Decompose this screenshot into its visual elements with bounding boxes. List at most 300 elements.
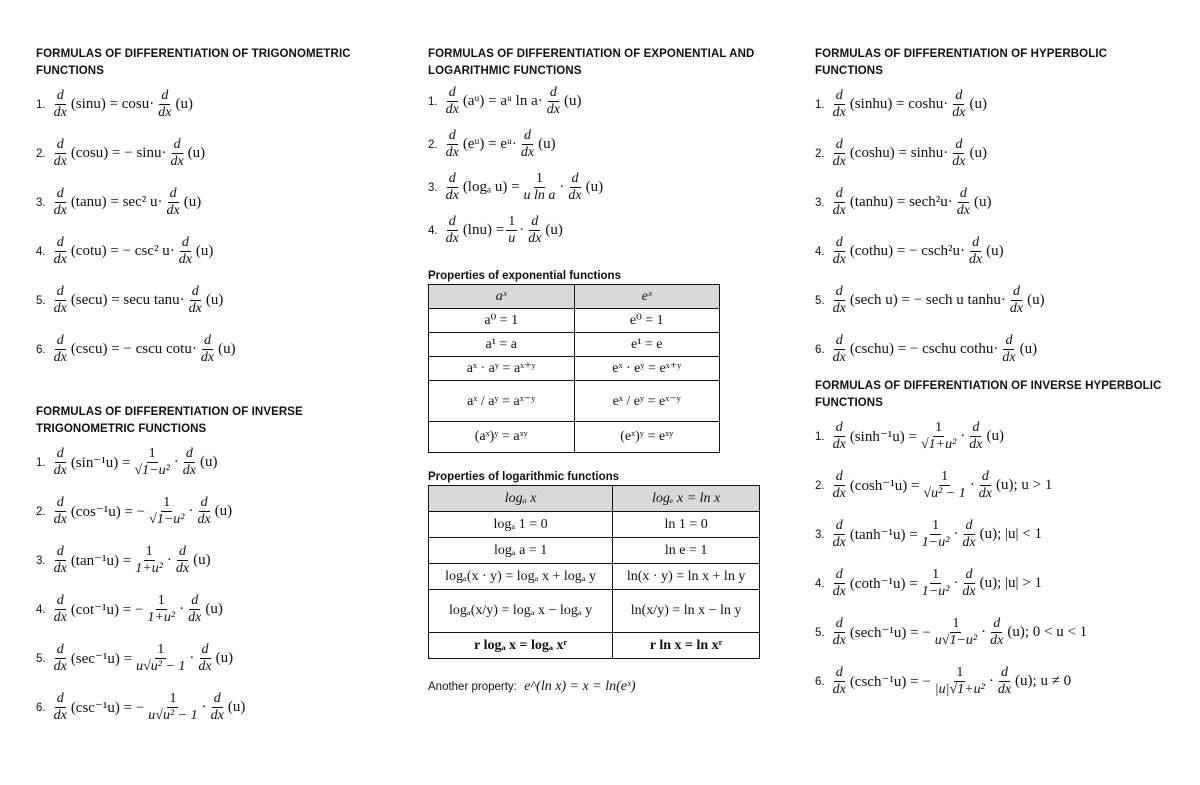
formula-number: 5. bbox=[815, 294, 825, 307]
fraction-numerator: 1 bbox=[932, 567, 940, 582]
formula-rhs: (u) bbox=[969, 145, 987, 161]
derivative-operator bbox=[967, 235, 984, 268]
derivative-operator bbox=[164, 186, 181, 219]
derivative-operator bbox=[52, 137, 69, 170]
fraction-numerator: 1 bbox=[508, 214, 516, 229]
formula-number: 1. bbox=[815, 98, 825, 111]
derivative-operator bbox=[168, 137, 185, 170]
derivative-d: d bbox=[56, 544, 64, 559]
derivative-dx: dx bbox=[200, 350, 215, 365]
derivative-d: d bbox=[531, 214, 539, 229]
exp-props-cell: aˣ · aʸ = aˣ⁺ʸ bbox=[429, 357, 575, 381]
formula-lhs: (cscu) = − cscu cotu· bbox=[70, 341, 197, 357]
derivative-operator bbox=[52, 88, 69, 121]
exp-props-cell: e¹ = e bbox=[574, 333, 720, 357]
derivative-dx: dx bbox=[182, 463, 196, 478]
coefficient-fraction bbox=[133, 544, 165, 577]
inverse-hyperbolic-formula-list bbox=[815, 412, 1175, 706]
formula-rhs: (u) bbox=[215, 650, 234, 666]
derivative-operator bbox=[545, 85, 562, 118]
formula-lhs: (cot⁻¹u) = − bbox=[70, 602, 144, 618]
formula-number: 4. bbox=[815, 577, 825, 590]
derivative-d: d bbox=[191, 284, 199, 299]
exp-props-title: Properties of exponential functions bbox=[428, 270, 621, 282]
derivative-operator bbox=[156, 88, 173, 121]
log-props-cell: logₐ 1 = 0 bbox=[429, 512, 613, 538]
fraction-numerator: 1 bbox=[956, 665, 964, 680]
derivative-dx: dx bbox=[568, 188, 582, 203]
derivative-operator bbox=[52, 691, 69, 724]
derivative-dx: dx bbox=[445, 145, 459, 160]
coefficient-fraction bbox=[920, 518, 952, 551]
derivative-dx: dx bbox=[53, 561, 67, 576]
derivative-dx: dx bbox=[997, 682, 1012, 697]
derivative-dx: dx bbox=[188, 610, 202, 625]
derivative-dx: dx bbox=[832, 633, 846, 648]
formula-rhs: (u); u ≠ 0 bbox=[1015, 673, 1072, 689]
heading-hyperbolic: FORMULAS OF DIFFERENTIATION OF HYPERBOLIC FUNCTIONS bbox=[815, 48, 1108, 77]
formula-row bbox=[36, 276, 386, 325]
formula-row bbox=[815, 178, 1175, 227]
derivative-operator bbox=[831, 186, 848, 219]
formula-number: 2. bbox=[36, 505, 46, 518]
derivative-operator bbox=[831, 235, 848, 268]
formula-lhs: (coth⁻¹u) = bbox=[849, 576, 918, 592]
derivative-operator bbox=[1000, 333, 1017, 366]
derivative-dx: dx bbox=[832, 301, 846, 316]
exp-props-cell: a¹ = a bbox=[429, 333, 575, 357]
column-exp-log bbox=[428, 46, 778, 695]
formula-lhs: (cschu) = − cschu cothu· bbox=[849, 341, 999, 357]
fraction-numerator: 1 bbox=[148, 446, 156, 461]
derivative-operator bbox=[566, 171, 583, 204]
derivative-d: d bbox=[169, 186, 177, 201]
derivative-d: d bbox=[835, 333, 843, 348]
log-props-cell: ln(x/y) = ln x − ln y bbox=[613, 590, 760, 633]
derivative-operator bbox=[831, 567, 848, 600]
derivative-d: d bbox=[161, 88, 169, 103]
derivative-operator bbox=[831, 616, 848, 649]
derivative-dx: dx bbox=[445, 102, 459, 117]
formula-number: 2. bbox=[36, 147, 46, 160]
formula-lhs: (logₐ u) = bbox=[462, 179, 520, 195]
formula-number: 6. bbox=[815, 675, 825, 688]
exp-props-cell: e⁰ = 1 bbox=[574, 309, 720, 333]
fraction-numerator: 1 bbox=[941, 469, 949, 484]
derivative-operator bbox=[950, 137, 967, 170]
derivative-operator bbox=[950, 88, 967, 121]
derivative-dx: dx bbox=[968, 252, 983, 267]
formula-row: 5. $\frac{d}{dx}$ (sech⁻¹u) = − $\frac{1}{\text{u√1−u²}}$ · $\frac{d}{dx}$ (u); 0 < u < 1 bbox=[815, 616, 1088, 648]
derivative-d: d bbox=[56, 642, 64, 657]
derivative-operator bbox=[996, 665, 1013, 698]
formula-rhs: (u) bbox=[214, 503, 233, 519]
formula-lhs: (eᵘ) = eᵘ· bbox=[462, 136, 517, 152]
fraction-denominator: √1+u² bbox=[920, 437, 957, 452]
derivative-operator bbox=[52, 495, 69, 528]
formula-rhs: (u) bbox=[205, 601, 223, 617]
formula-row bbox=[428, 123, 778, 166]
derivative-operator bbox=[52, 186, 69, 219]
formula-number: 3. bbox=[36, 554, 46, 567]
column-hyperbolic bbox=[815, 46, 1175, 706]
derivative-d: d bbox=[965, 567, 973, 582]
fraction-denominator: √u² − 1 bbox=[923, 486, 966, 501]
formula-number: 5. bbox=[36, 294, 46, 307]
fraction-numerator: 1 bbox=[145, 544, 153, 559]
derivative-d: d bbox=[191, 593, 199, 608]
formula-rhs: (u) bbox=[205, 292, 224, 308]
exp-props-cell: (eˣ)ʸ = eˣʸ bbox=[574, 422, 720, 453]
formula-row bbox=[815, 325, 1175, 374]
formula-lhs: (csc⁻¹u) = − bbox=[70, 700, 145, 716]
fraction-numerator: 1 bbox=[935, 420, 943, 435]
formula-number: 2. bbox=[428, 138, 438, 151]
formula-lhs: (sinu) = cosu· bbox=[70, 96, 155, 112]
derivative-operator bbox=[1008, 284, 1025, 317]
derivative-dx: dx bbox=[832, 535, 846, 550]
formula-number: 4. bbox=[815, 245, 825, 258]
derivative-dx: dx bbox=[528, 231, 542, 246]
derivative-dx: dx bbox=[952, 105, 966, 120]
formula-row bbox=[36, 227, 386, 276]
coefficient-fraction bbox=[146, 691, 199, 724]
formula-row bbox=[36, 80, 386, 129]
derivative-d: d bbox=[448, 128, 456, 143]
derivative-d: d bbox=[993, 616, 1001, 631]
log-props-cell: logₐ(x/y) = logₐ x − logₐ y bbox=[429, 590, 613, 633]
exp-props-cell: eˣ / eʸ = eˣ⁻ʸ bbox=[574, 381, 720, 422]
derivative-dx: dx bbox=[962, 584, 976, 599]
formula-row bbox=[36, 129, 386, 178]
derivative-operator bbox=[174, 544, 191, 577]
fraction-numerator: 1 bbox=[535, 171, 543, 186]
formula-row: 4. $\frac{d}{dx}$ (coth⁻¹u) = $\frac{1}{\text{1−u²}}$ · $\frac{d}{dx}$ (u); |u| > 1 bbox=[815, 567, 1043, 599]
derivative-operator bbox=[831, 518, 848, 551]
fraction-denominator: √1−u² bbox=[149, 512, 185, 527]
fraction-denominator: u√1−u² bbox=[934, 633, 978, 648]
formula-row bbox=[36, 325, 386, 374]
derivative-d: d bbox=[56, 495, 64, 510]
formula-row: 6. $\frac{d}{dx}$ (csch⁻¹u) = − $\frac{1}{\text{|u|√1+u²}}$ · $\frac{d}{dx}$ (u); u ≠ 0 bbox=[815, 665, 1072, 697]
formula-row: 3. $\frac{d}{dx}$ (logₐ u) = $\frac{1}{\text{u ln a}}$ · $\frac{d}{dx}$ (u) bbox=[428, 171, 604, 203]
coefficient-fraction bbox=[145, 593, 177, 626]
formula-lhs: (sech u) = − sech u tanhu· bbox=[849, 292, 1006, 308]
derivative-d: d bbox=[213, 691, 221, 706]
derivative-dx: dx bbox=[53, 252, 67, 267]
formula-number: 6. bbox=[815, 343, 825, 356]
formula-lhs: (tanhu) = sech²u· bbox=[849, 194, 953, 210]
derivative-d: d bbox=[835, 137, 843, 152]
derivative-dx: dx bbox=[952, 154, 966, 169]
derivative-operator bbox=[519, 128, 536, 161]
derivative-d: d bbox=[959, 186, 967, 201]
formula-lhs: (sin⁻¹u) = bbox=[70, 455, 131, 471]
derivative-dx: dx bbox=[969, 437, 983, 452]
derivative-d: d bbox=[835, 186, 843, 201]
derivative-d: d bbox=[173, 137, 181, 152]
formula-rhs: (u) bbox=[187, 145, 206, 161]
derivative-dx: dx bbox=[832, 437, 846, 452]
derivative-operator bbox=[444, 171, 461, 204]
derivative-dx: dx bbox=[170, 154, 184, 169]
formula-rhs: (u) bbox=[218, 341, 236, 357]
derivative-d: d bbox=[955, 88, 963, 103]
formula-row: 4. $\frac{d}{dx}$ (cot⁻¹u) = − $\frac{1}{\text{1+u²}}$ · $\frac{d}{dx}$ (u) bbox=[36, 593, 223, 625]
derivative-dx: dx bbox=[962, 535, 976, 550]
exp-props-cell: eˣ · eʸ = eˣ⁺ʸ bbox=[574, 357, 720, 381]
fraction-numerator: 1 bbox=[157, 593, 165, 608]
coefficient-fraction bbox=[921, 469, 967, 502]
derivative-d: d bbox=[448, 171, 456, 186]
formula-lhs: (cotu) = − csc² u· bbox=[70, 243, 175, 259]
derivative-dx: dx bbox=[832, 154, 846, 169]
log-props-cell: logₐ(x · y) = logₐ x + logₐ y bbox=[429, 564, 613, 590]
derivative-dx: dx bbox=[53, 154, 67, 169]
formula-rhs: (u) bbox=[227, 699, 246, 715]
log-props-table bbox=[428, 485, 760, 659]
derivative-dx: dx bbox=[175, 561, 190, 576]
derivative-dx: dx bbox=[832, 203, 846, 218]
derivative-d: d bbox=[448, 214, 456, 229]
derivative-d: d bbox=[835, 284, 843, 299]
log-props-cell: ln 1 = 0 bbox=[613, 512, 760, 538]
formula-lhs: (tan⁻¹u) = bbox=[70, 553, 132, 569]
derivative-d: d bbox=[981, 469, 989, 484]
derivative-d: d bbox=[1000, 665, 1008, 680]
derivative-dx: dx bbox=[53, 350, 67, 365]
coefficient-fraction bbox=[147, 495, 186, 528]
fraction-denominator: u√u² − 1 bbox=[136, 659, 186, 674]
formula-rhs: (u) bbox=[1019, 341, 1038, 357]
formula-number: 4. bbox=[36, 245, 46, 258]
coefficient-fraction bbox=[134, 642, 187, 675]
derivative-d: d bbox=[835, 616, 843, 631]
derivative-operator bbox=[196, 642, 213, 675]
derivative-operator bbox=[52, 235, 69, 268]
formula-rhs: (u) bbox=[973, 194, 992, 210]
exp-log-formula-list bbox=[428, 80, 778, 252]
formula-row bbox=[815, 80, 1175, 129]
derivative-operator bbox=[831, 665, 848, 698]
formula-row bbox=[428, 80, 778, 123]
formula-lhs: (lnu) = bbox=[462, 222, 505, 238]
derivative-d: d bbox=[835, 235, 843, 250]
derivative-dx: dx bbox=[53, 659, 67, 674]
derivative-d: d bbox=[200, 495, 208, 510]
another-property-label: Another property: bbox=[428, 681, 517, 693]
derivative-operator bbox=[960, 567, 977, 600]
formula-number: 6. bbox=[36, 343, 46, 356]
formula-rhs: (u) bbox=[1027, 292, 1045, 308]
derivative-operator bbox=[52, 544, 69, 577]
derivative-dx: dx bbox=[198, 659, 212, 674]
derivative-operator bbox=[186, 593, 203, 626]
hyperbolic-formula-list bbox=[815, 80, 1175, 374]
formula-lhs: (cosu) = − sinu· bbox=[70, 145, 167, 161]
log-props-cell: ln e = 1 bbox=[613, 538, 760, 564]
formula-number: 5. bbox=[36, 652, 46, 665]
derivative-d: d bbox=[56, 691, 64, 706]
derivative-d: d bbox=[56, 235, 64, 250]
formula-lhs: (cosh⁻¹u) = bbox=[849, 478, 920, 494]
another-property bbox=[428, 679, 778, 695]
derivative-operator bbox=[177, 235, 194, 268]
heading-inverse-trig: FORMULAS OF DIFFERENTIATION OF INVERSE TRIGONOMETRIC FUNCTIONS bbox=[36, 406, 303, 435]
formula-row: 3. $\frac{d}{dx}$ (tanh⁻¹u) = $\frac{1}{\text{1−u²}}$ · $\frac{d}{dx}$ (u); |u| < 1 bbox=[815, 518, 1043, 550]
formula-row bbox=[815, 227, 1175, 276]
formula-rhs: (u); |u| < 1 bbox=[979, 526, 1043, 542]
heading-inverse-hyperbolic: FORMULAS OF DIFFERENTIATION OF INVERSE HYPERBOLIC FUNCTIONS bbox=[815, 380, 1162, 409]
formula-row: 2. $\frac{d}{dx}$ (cos⁻¹u) = − $\frac{1}{\text{√1−u²}}$ · $\frac{d}{dx}$ (u) bbox=[36, 495, 233, 527]
formula-lhs: (aᵘ) = aᵘ ln a· bbox=[462, 93, 543, 109]
derivative-d: d bbox=[549, 85, 557, 100]
formula-row: 2. $\frac{d}{dx}$ (cosh⁻¹u) = $\frac{1}{\text{√u² − 1}}$ · $\frac{d}{dx}$ (u); u > 1 bbox=[815, 469, 1053, 501]
derivative-operator bbox=[187, 284, 204, 317]
derivative-operator bbox=[444, 85, 461, 118]
fraction-denominator: √1−u² bbox=[134, 463, 170, 478]
derivative-dx: dx bbox=[832, 105, 846, 120]
coefficient-fraction bbox=[506, 214, 517, 247]
formula-rhs: (u) bbox=[193, 552, 211, 568]
derivative-operator bbox=[831, 469, 848, 502]
formula-lhs: (tanh⁻¹u) = bbox=[849, 527, 918, 543]
derivative-dx: dx bbox=[53, 203, 67, 218]
formula-number: 3. bbox=[36, 196, 46, 209]
formula-lhs: (sech⁻¹u) = − bbox=[849, 625, 931, 641]
formula-rhs: (u) bbox=[563, 93, 582, 109]
derivative-d: d bbox=[185, 446, 193, 461]
formula-rhs: (u) bbox=[175, 96, 193, 112]
derivative-operator bbox=[831, 88, 848, 121]
formula-number: 4. bbox=[428, 224, 438, 237]
fraction-numerator: 1 bbox=[952, 616, 960, 631]
derivative-d: d bbox=[972, 420, 980, 435]
log-props-cell: r logₐ x = logₐ xʳ bbox=[429, 633, 613, 659]
formula-lhs: (cos⁻¹u) = − bbox=[70, 504, 146, 520]
formula-number: 3. bbox=[428, 181, 438, 194]
derivative-d: d bbox=[56, 88, 64, 103]
formula-rhs: (u); u > 1 bbox=[995, 477, 1053, 493]
derivative-d: d bbox=[56, 333, 64, 348]
formula-row: 6. $\frac{d}{dx}$ (csc⁻¹u) = − $\frac{1}{\text{u√u² − 1}}$ · $\frac{d}{dx}$ (u) bbox=[36, 691, 246, 723]
derivative-d: d bbox=[1012, 284, 1020, 299]
inverse-trig-formula-list bbox=[36, 438, 386, 732]
derivative-d: d bbox=[955, 137, 963, 152]
derivative-operator bbox=[52, 284, 69, 317]
formula-lhs: (cothu) = − csch²u· bbox=[849, 243, 965, 259]
derivative-dx: dx bbox=[445, 188, 459, 203]
derivative-d: d bbox=[56, 137, 64, 152]
derivative-dx: dx bbox=[53, 463, 67, 478]
formula-number: 3. bbox=[815, 196, 825, 209]
trig-formula-list bbox=[36, 80, 386, 374]
derivative-dx: dx bbox=[166, 203, 180, 218]
derivative-dx: dx bbox=[53, 708, 67, 723]
formula-number: 1. bbox=[428, 95, 438, 108]
fraction-numerator: 1 bbox=[163, 495, 171, 510]
formula-row: 5. $\frac{d}{dx}$ (sec⁻¹u) = $\frac{1}{\text{u√u² − 1}}$ · $\frac{d}{dx}$ (u) bbox=[36, 642, 234, 674]
derivative-dx: dx bbox=[178, 252, 192, 267]
log-props-title: Properties of logarithmic functions bbox=[428, 471, 620, 483]
fraction-numerator: 1 bbox=[157, 642, 165, 657]
formula-row: 1. $\frac{d}{dx}$ (sinh⁻¹u) = $\frac{1}{\text{√1+u²}}$ · $\frac{d}{dx}$ (u) bbox=[815, 420, 1004, 452]
derivative-dx: dx bbox=[832, 486, 846, 501]
derivative-operator bbox=[960, 518, 977, 551]
derivative-operator bbox=[967, 420, 984, 453]
derivative-dx: dx bbox=[832, 252, 846, 267]
formula-rhs: (u) bbox=[199, 454, 218, 470]
formula-number: 6. bbox=[36, 701, 46, 714]
derivative-d: d bbox=[835, 88, 843, 103]
derivative-dx: dx bbox=[53, 512, 67, 527]
formula-rhs: (u) bbox=[545, 222, 563, 238]
exp-props-header: eˣ bbox=[574, 285, 720, 309]
formula-rhs: (u) bbox=[195, 243, 214, 259]
derivative-dx: dx bbox=[1002, 350, 1016, 365]
derivative-d: d bbox=[965, 518, 973, 533]
formula-lhs: (secu) = secu tanu· bbox=[70, 292, 185, 308]
exp-props-cell: (aˣ)ʸ = aˣʸ bbox=[429, 422, 575, 453]
formula-number: 1. bbox=[815, 430, 825, 443]
derivative-dx: dx bbox=[158, 105, 172, 120]
formula-lhs: (sinh⁻¹u) = bbox=[849, 429, 917, 445]
derivative-d: d bbox=[835, 665, 843, 680]
derivative-d: d bbox=[571, 171, 579, 186]
formula-number: 1. bbox=[36, 98, 46, 111]
formula-number: 3. bbox=[815, 528, 825, 541]
derivative-dx: dx bbox=[53, 610, 67, 625]
fraction-denominator: u√u² − 1 bbox=[148, 708, 198, 723]
fraction-numerator: 1 bbox=[169, 691, 177, 706]
derivative-dx: dx bbox=[53, 105, 67, 120]
coefficient-fraction bbox=[919, 420, 958, 453]
derivative-operator bbox=[526, 214, 543, 247]
column-trig bbox=[36, 46, 386, 732]
fraction-denominator: |u|√1+u² bbox=[934, 682, 985, 697]
log-props-cell: r ln x = ln xʳ bbox=[613, 633, 760, 659]
formula-lhs: (sinhu) = coshu· bbox=[849, 96, 949, 112]
log-props-header: logₐ x bbox=[429, 486, 613, 512]
formula-rhs: (u) bbox=[585, 179, 604, 195]
derivative-dx: dx bbox=[197, 512, 211, 527]
formula-lhs: (coshu) = sinhu· bbox=[849, 145, 949, 161]
heading-exp-log: FORMULAS OF DIFFERENTIATION OF EXPONENTIAL AND LOGARITHMIC FUNCTIONS bbox=[428, 48, 755, 77]
formula-lhs: (tanu) = sec² u· bbox=[70, 194, 163, 210]
derivative-d: d bbox=[448, 85, 456, 100]
derivative-d: d bbox=[56, 284, 64, 299]
exp-props-table bbox=[428, 284, 720, 453]
formula-row bbox=[815, 129, 1175, 178]
fraction-denominator: 1+u² bbox=[135, 561, 163, 576]
derivative-d: d bbox=[835, 518, 843, 533]
derivative-d: d bbox=[835, 469, 843, 484]
formula-row: 4. $\frac{d}{dx}$ (lnu) = $\frac{1}{u}$ · $\frac{d}{dx}$ (u) bbox=[428, 214, 563, 246]
formula-number: 1. bbox=[36, 456, 46, 469]
another-property-math: e^(ln x) = x = ln(eˣ) bbox=[524, 679, 636, 694]
derivative-operator bbox=[955, 186, 972, 219]
derivative-dx: dx bbox=[1009, 301, 1024, 316]
derivative-dx: dx bbox=[990, 633, 1004, 648]
exp-props-header: aˣ bbox=[429, 285, 575, 309]
derivative-operator bbox=[988, 616, 1005, 649]
formula-number: 4. bbox=[36, 603, 46, 616]
log-props-cell: logₐ a = 1 bbox=[429, 538, 613, 564]
derivative-dx: dx bbox=[210, 708, 224, 723]
formula-lhs: (sec⁻¹u) = bbox=[70, 651, 133, 667]
derivative-d: d bbox=[181, 235, 189, 250]
formula-number: 2. bbox=[815, 147, 825, 160]
